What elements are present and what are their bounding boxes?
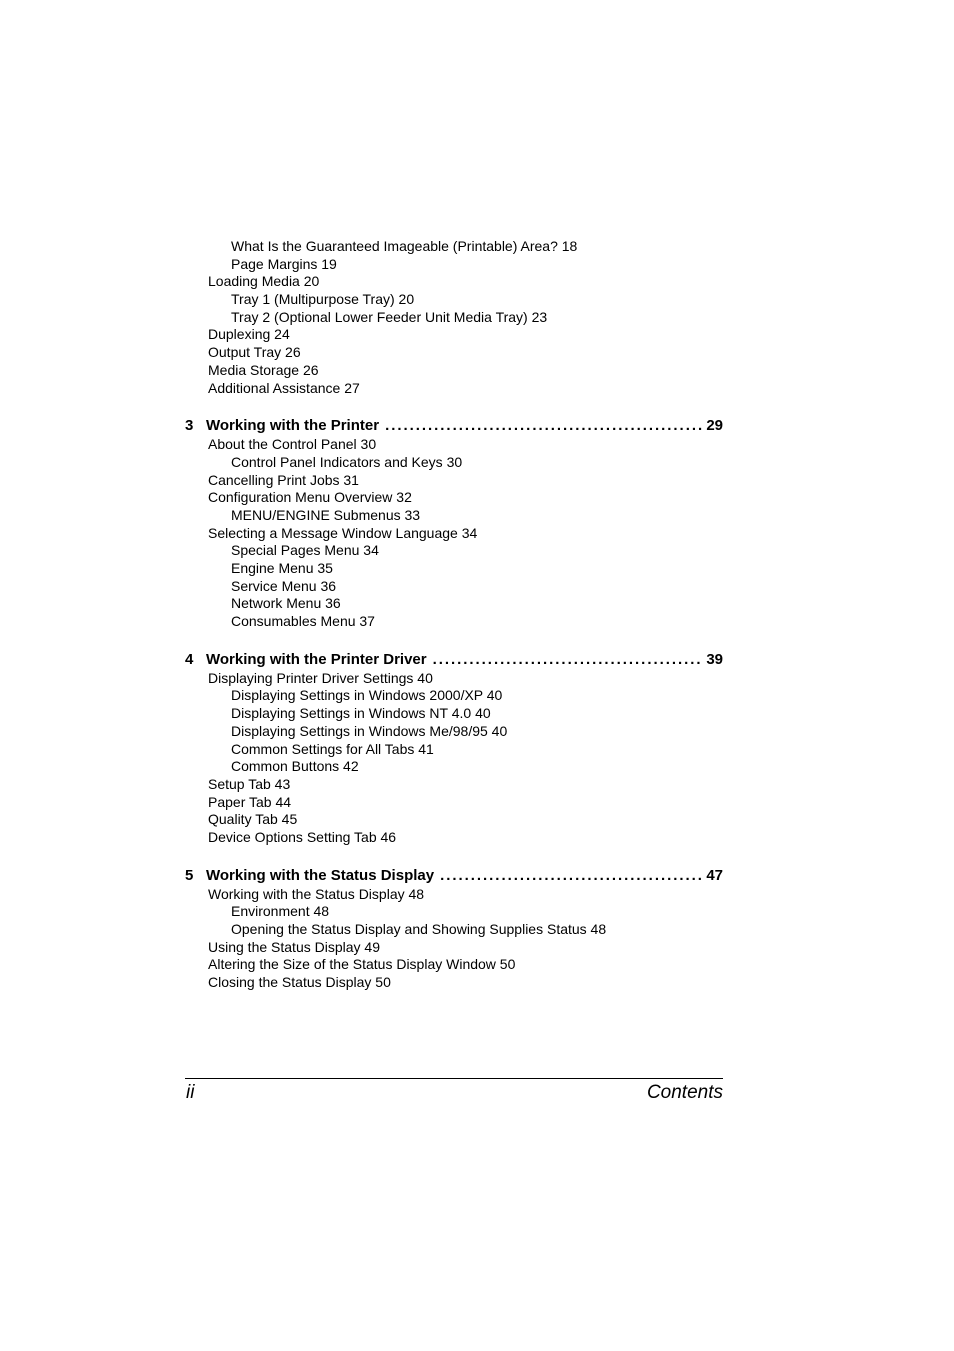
chapter-title: Working with the Status Display	[206, 866, 435, 884]
table-of-contents	[185, 238, 723, 992]
toc-subsection-entry[interactable]: Common Buttons 42	[231, 758, 359, 775]
toc-section-entry[interactable]: Cancelling Print Jobs 31	[208, 471, 359, 488]
toc-section-entry[interactable]: Media Storage 26	[208, 361, 319, 378]
chapter-list	[185, 416, 723, 992]
toc-subsection-entry[interactable]: Common Settings for All Tabs 41	[231, 740, 434, 757]
toc-subsection-entry[interactable]: Network Menu 36	[231, 595, 341, 612]
toc-section-entry[interactable]: Quality Tab 45	[208, 811, 298, 828]
toc-section-entry[interactable]: Using the Status Display 49	[208, 938, 380, 955]
toc-section-entry[interactable]: About the Control Panel 30	[208, 436, 377, 453]
toc-section-entry[interactable]: Paper Tab 44	[208, 793, 292, 810]
toc-subsection-entry[interactable]: Consumables Menu 37	[231, 613, 375, 630]
toc-section-entry[interactable]: Output Tray 26	[208, 344, 301, 361]
chapter-number: 5	[185, 866, 194, 884]
toc-section-entry[interactable]: Setup Tab 43	[208, 775, 291, 792]
toc-subsection-entry[interactable]: MENU/ENGINE Submenus 33	[231, 506, 421, 523]
toc-subsection-entry[interactable]: Service Menu 36	[231, 577, 337, 594]
chapter-block	[185, 866, 723, 992]
toc-subsection-entry[interactable]: Environment 48	[231, 903, 330, 920]
toc-subsection-entry[interactable]: Displaying Settings in Windows 2000/XP 40	[231, 687, 503, 704]
toc-subsection-entry[interactable]: Tray 1 (Multipurpose Tray) 20	[231, 291, 415, 308]
toc-subsection-entry[interactable]: Displaying Settings in Windows Me/98/95 40	[231, 722, 508, 739]
toc-section-entry[interactable]: Loading Media 20	[208, 273, 320, 290]
footer-page-number: ii	[186, 1082, 195, 1103]
chapter-block	[185, 650, 723, 847]
continued-section	[185, 238, 723, 397]
toc-section-entry[interactable]: Selecting a Message Window Language 34	[208, 524, 478, 541]
chapter-number: 4	[185, 650, 194, 668]
toc-subsection-entry[interactable]: Displaying Settings in Windows NT 4.0 40	[231, 705, 491, 722]
chapter-page-number: 29	[706, 417, 723, 435]
chapter-heading[interactable]	[185, 866, 723, 886]
toc-section-entry[interactable]: Altering the Size of the Status Display Window 50	[208, 956, 516, 973]
toc-section-entry[interactable]: Closing the Status Display 50	[208, 974, 391, 991]
chapter-number: 3	[185, 417, 194, 435]
chapter-heading[interactable]	[185, 416, 723, 436]
toc-section-entry[interactable]: Additional Assistance 27	[208, 379, 360, 396]
toc-subsection-entry[interactable]: Special Pages Menu 34	[231, 542, 379, 559]
dot-leader	[433, 650, 704, 670]
chapter-page-number: 39	[706, 650, 723, 668]
chapter-title: Working with the Printer Driver	[206, 650, 427, 668]
toc-subsection-entry[interactable]: What Is the Guaranteed Imageable (Printable) Area? 18	[231, 238, 578, 254]
toc-section-entry[interactable]: Displaying Printer Driver Settings 40	[208, 669, 433, 686]
dot-leader	[440, 866, 703, 886]
toc-subsection-entry[interactable]: Engine Menu 35	[231, 560, 333, 576]
toc-section-entry[interactable]: Working with the Status Display 48	[208, 885, 425, 902]
footer-section-title: Contents	[646, 1082, 723, 1103]
toc-section-entry[interactable]: Duplexing 24	[208, 326, 290, 343]
footer-rule	[185, 1078, 723, 1079]
chapter-title: Working with the Printer	[206, 417, 380, 435]
toc-subsection-entry[interactable]: Control Panel Indicators and Keys 30	[231, 453, 463, 470]
toc-section-entry[interactable]: Configuration Menu Overview 32	[208, 489, 412, 506]
chapter-heading[interactable]	[185, 650, 723, 670]
dot-leader	[385, 416, 703, 436]
toc-subsection-entry[interactable]: Opening the Status Display and Showing Supplies Status 48	[231, 921, 607, 937]
chapter-block	[185, 416, 723, 631]
chapter-page-number: 47	[706, 866, 723, 884]
toc-subsection-entry[interactable]: Page Margins 19	[231, 255, 337, 272]
toc-section-entry[interactable]: Device Options Setting Tab 46	[208, 828, 397, 845]
toc-subsection-entry[interactable]: Tray 2 (Optional Lower Feeder Unit Media Tray) 23	[231, 308, 548, 325]
